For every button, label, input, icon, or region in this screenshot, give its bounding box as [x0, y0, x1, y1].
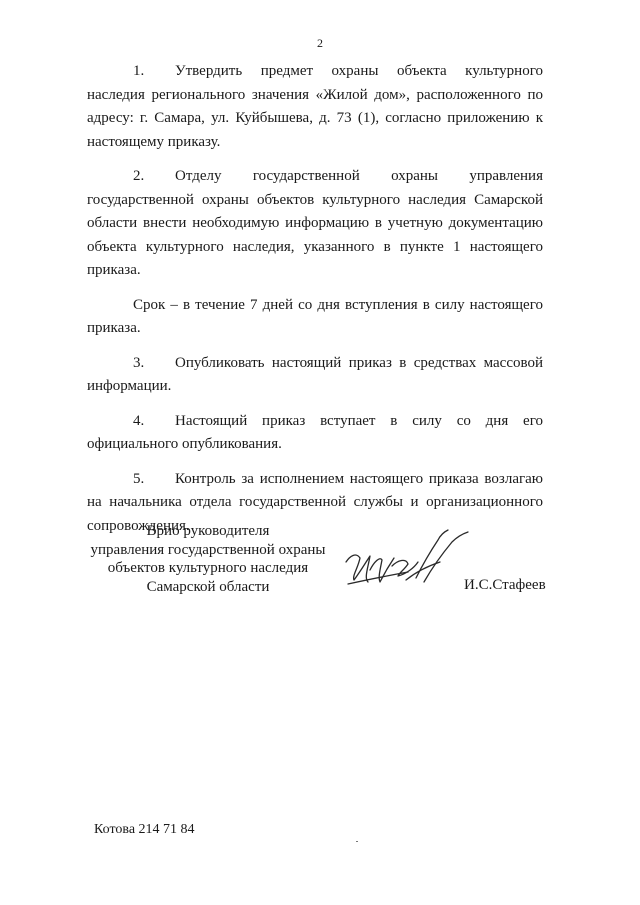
order-item-1: [87, 60, 543, 154]
signer-name: И.С.Стафеев: [464, 577, 546, 593]
order-item-2: [87, 165, 543, 283]
item-text: Отделу государственной охраны управления государственной охраны объектов культурного наследия Самарской области внести необходимую информацию в учетную документацию объекта культурного наследия, указанного в пункте 1 настоящего приказа.: [87, 168, 543, 278]
item-number: 2.: [133, 168, 145, 184]
item-text: Контроль за исполнением настоящего приказа возлагаю на начальника отдела государственной службы и организационного сопровождения.: [87, 470, 543, 534]
position-line: Врио руководителя: [146, 523, 270, 539]
item-number: 4.: [133, 412, 145, 429]
item-text: Опубликовать настоящий приказ в средствах массовой информации.: [87, 354, 543, 394]
position-line: управления государственной охраны: [90, 541, 326, 558]
item-text: Срок – в течение 7 дней со дня вступления в силу настоящего приказа.: [87, 296, 543, 336]
executor-contact: Котова 214 71 84: [94, 822, 195, 837]
handwritten-signature: [336, 522, 476, 594]
item-text: Утвердить предмет охраны объекта культурного наследия регионального значения «Жилой дом», расположенного по адресу: г. Самара, ул. Куйбышева, д. 73 (1), согласно приложению к настоящему приказу.: [87, 63, 543, 150]
position-line: Самарской области: [146, 578, 270, 595]
deadline-note: [87, 294, 543, 341]
item-number: 1.: [133, 63, 145, 79]
item-number: 3.: [133, 354, 145, 371]
order-body: [87, 60, 543, 549]
item-number: 5.: [133, 470, 145, 487]
item-text: Настоящий приказ вступает в силу со дня его официального опубликования.: [87, 412, 543, 452]
page-number: 2: [317, 36, 323, 50]
signatory-position: [88, 522, 328, 596]
scan-speck: [356, 841, 358, 842]
order-item-4: [87, 410, 543, 457]
position-line: объектов культурного наследия: [107, 560, 309, 576]
order-item-3: [87, 352, 543, 399]
